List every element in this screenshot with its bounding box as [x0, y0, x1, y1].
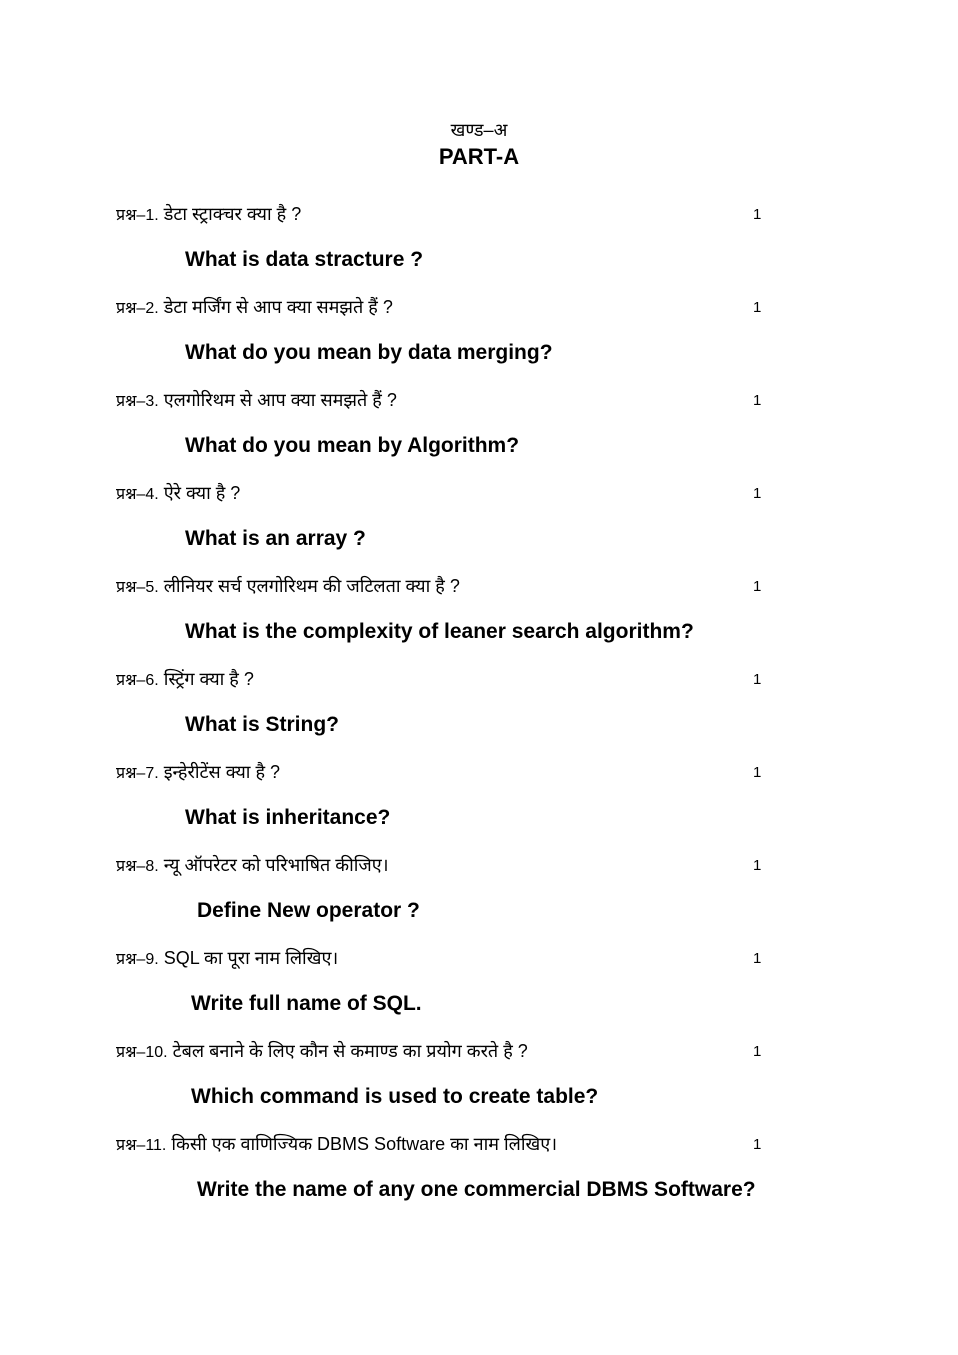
question-marks: 1: [753, 299, 762, 316]
question-label: प्रश्न–1.: [116, 207, 159, 224]
question-english: What is an array ?: [185, 527, 366, 550]
question-english: Define New operator ?: [197, 899, 420, 922]
question-marks: 1: [753, 764, 762, 781]
question-marks: 1: [753, 1043, 762, 1060]
question-hindi-text: डेटा स्ट्राक्चर क्या है ?: [163, 204, 302, 224]
question-marks: 1: [753, 206, 762, 223]
question-english: Which command is used to create table?: [191, 1085, 599, 1108]
question-hindi: [116, 853, 389, 877]
question-marks: 1: [753, 392, 762, 409]
section-title-hindi: खण्ड–अ: [450, 120, 508, 140]
question-hindi-text: ऐरे क्या है ?: [163, 483, 241, 503]
question-label: प्रश्न–7.: [116, 765, 159, 782]
question-label: प्रश्न–2.: [116, 300, 159, 317]
question-marks: 1: [753, 1136, 762, 1153]
question-marks: 1: [753, 950, 762, 967]
question-label: प्रश्न–6.: [116, 672, 159, 689]
question-marks: 1: [753, 857, 762, 874]
question-label: प्रश्न–8.: [116, 858, 159, 875]
question-hindi-text: SQL का पूरा नाम लिखिए।: [163, 948, 339, 968]
question-hindi: [116, 1132, 557, 1156]
question-hindi: [116, 202, 301, 226]
question-english: What do you mean by data merging?: [185, 341, 553, 364]
question-hindi-text: न्यू ऑपरेटर को परिभाषित कीजिए।: [163, 855, 389, 875]
question-english: What is String?: [185, 713, 339, 736]
question-hindi-text: इन्हेरीटेंस क्या है ?: [163, 762, 281, 782]
question-hindi-text: किसी एक वाणिज्यिक DBMS Software का नाम लिखिए।: [171, 1134, 558, 1154]
question-hindi: [116, 946, 338, 970]
question-label: प्रश्न–3.: [116, 393, 159, 410]
question-hindi: [116, 760, 280, 784]
question-english: What is inheritance?: [185, 806, 391, 829]
question-hindi-text: एलगोरिथम से आप क्या समझते हैं ?: [163, 390, 397, 410]
question-english: What is the complexity of leaner search algorithm?: [185, 620, 694, 643]
question-label: प्रश्न–9.: [116, 951, 159, 968]
question-hindi: [116, 388, 397, 412]
question-hindi: [116, 667, 254, 691]
section-title-english: PART-A: [438, 144, 520, 169]
question-hindi: [116, 1039, 528, 1063]
question-hindi: [116, 295, 393, 319]
question-marks: 1: [753, 671, 762, 688]
question-label: प्रश्न–10.: [116, 1044, 168, 1061]
question-marks: 1: [753, 485, 762, 502]
question-hindi: [116, 574, 460, 598]
question-english: What do you mean by Algorithm?: [185, 434, 520, 457]
question-marks: 1: [753, 578, 762, 595]
question-label: प्रश्न–11.: [116, 1137, 167, 1154]
question-hindi-text: डेटा मर्जिंग से आप क्या समझते हैं ?: [163, 297, 393, 317]
question-hindi-text: स्ट्रिंग क्या है ?: [163, 669, 254, 689]
question-hindi-text: टेबल बनाने के लिए कौन से कमाण्ड का प्रयोग करते है ?: [172, 1041, 528, 1061]
question-label: प्रश्न–4.: [116, 486, 159, 503]
question-label: प्रश्न–5.: [116, 579, 159, 596]
question-hindi: [116, 481, 240, 505]
question-english: Write the name of any one commercial DBMS Software?: [197, 1178, 756, 1201]
question-hindi-text: लीनियर सर्च एलगोरिथम की जटिलता क्या है ?: [163, 576, 460, 596]
question-english: What is data stracture ?: [185, 248, 424, 271]
question-english: Write full name of SQL.: [191, 992, 422, 1015]
